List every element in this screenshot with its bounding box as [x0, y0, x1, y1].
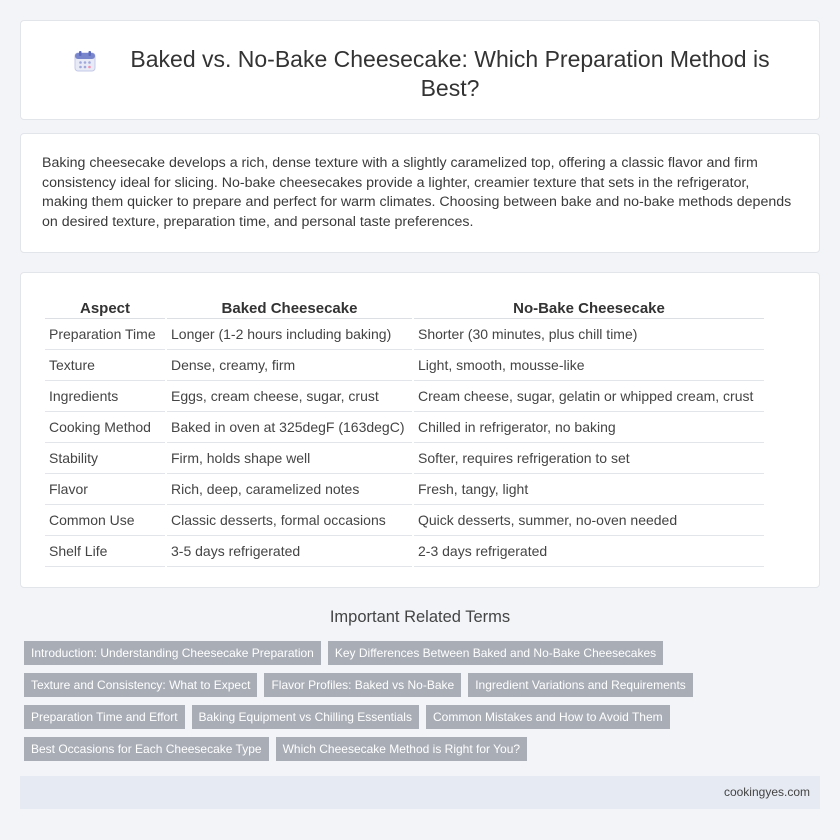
table-cell-aspect: Texture: [45, 350, 165, 381]
table-cell-no-bake: 2-3 days refrigerated: [414, 536, 764, 567]
related-term-link[interactable]: Common Mistakes and How to Avoid Them: [426, 705, 670, 729]
table-cell-no-bake: Cream cheese, sugar, gelatin or whipped cream, crust: [414, 381, 764, 412]
column-header-aspect: Aspect: [45, 295, 165, 319]
table-cell-baked: Rich, deep, caramelized notes: [167, 474, 412, 505]
table-cell-aspect: Cooking Method: [45, 412, 165, 443]
related-term-link[interactable]: Texture and Consistency: What to Expect: [24, 673, 257, 697]
table-cell-baked: Baked in oven at 325degF (163degC): [167, 412, 412, 443]
table-cell-no-bake: Softer, requires refrigeration to set: [414, 443, 764, 474]
tag-row: [24, 673, 804, 697]
column-header-baked: Baked Cheesecake: [167, 295, 412, 319]
intro-paragraph: Baking cheesecake develops a rich, dense texture with a slightly caramelized top, offering a classic flavor and firm consistency ideal for slicing. No-bake cheesecakes provide a lighter, creamier texture that sets in the refrigerator, making them quicker to prepare and perfect for warm climates. Choosing between bake and no-bake methods depends on desired texture, preparation time, and personal taste preferences.: [42, 155, 792, 230]
table-cell-aspect: Flavor: [45, 474, 165, 505]
table-cell-no-bake: Fresh, tangy, light: [414, 474, 764, 505]
related-term-link[interactable]: Ingredient Variations and Requirements: [468, 673, 693, 697]
related-term-link[interactable]: Which Cheesecake Method is Right for You?: [276, 737, 527, 761]
table-cell-no-bake: Quick desserts, summer, no-oven needed: [414, 505, 764, 536]
page-title: Baked vs. No-Bake Cheesecake: Which Preparation Method is Best?: [130, 46, 770, 101]
column-header-no-bake: No-Bake Cheesecake: [414, 295, 764, 319]
table-header-row: [45, 295, 764, 319]
table-cell-baked: Eggs, cream cheese, sugar, crust: [167, 381, 412, 412]
table-cell-baked: 3-5 days refrigerated: [167, 536, 412, 567]
table-cell-aspect: Preparation Time: [45, 319, 165, 350]
table-row: [45, 474, 764, 505]
table-cell-aspect: Shelf Life: [45, 536, 165, 567]
table-cell-aspect: Stability: [45, 443, 165, 474]
related-term-link[interactable]: Introduction: Understanding Cheesecake Preparation: [24, 641, 321, 665]
table-row: [45, 536, 764, 567]
related-terms-heading: Important Related Terms: [329, 608, 511, 626]
related-terms-list: [24, 641, 804, 769]
comparison-table: [43, 295, 766, 567]
table-cell-no-bake: Chilled in refrigerator, no baking: [414, 412, 764, 443]
table-cell-aspect: Common Use: [45, 505, 165, 536]
table-cell-no-bake: Light, smooth, mousse-like: [414, 350, 764, 381]
intro-card: [20, 133, 820, 253]
related-term-link[interactable]: Key Differences Between Baked and No-Bake Cheesecakes: [328, 641, 663, 665]
related-term-link[interactable]: Best Occasions for Each Cheesecake Type: [24, 737, 269, 761]
table-row: [45, 505, 764, 536]
tag-row: [24, 641, 804, 665]
table-row: [45, 319, 764, 350]
related-term-link[interactable]: Baking Equipment vs Chilling Essentials: [192, 705, 419, 729]
table-row: [45, 412, 764, 443]
table-cell-baked: Firm, holds shape well: [167, 443, 412, 474]
table-cell-baked: Classic desserts, formal occasions: [167, 505, 412, 536]
comparison-table-card: [20, 272, 820, 588]
table-cell-baked: Longer (1-2 hours including baking): [167, 319, 412, 350]
footer-site-link[interactable]: cookingyes.com: [723, 785, 810, 799]
table-cell-baked: Dense, creamy, firm: [167, 350, 412, 381]
tag-row: [24, 705, 804, 729]
related-term-link[interactable]: Flavor Profiles: Baked vs No-Bake: [264, 673, 461, 697]
table-cell-no-bake: Shorter (30 minutes, plus chill time): [414, 319, 764, 350]
table-cell-aspect: Ingredients: [45, 381, 165, 412]
tag-row: [24, 737, 804, 761]
table-row: [45, 350, 764, 381]
footer: [20, 776, 820, 809]
related-term-link[interactable]: Preparation Time and Effort: [24, 705, 185, 729]
table-row: [45, 443, 764, 474]
table-row: [45, 381, 764, 412]
title-card: [20, 20, 820, 120]
